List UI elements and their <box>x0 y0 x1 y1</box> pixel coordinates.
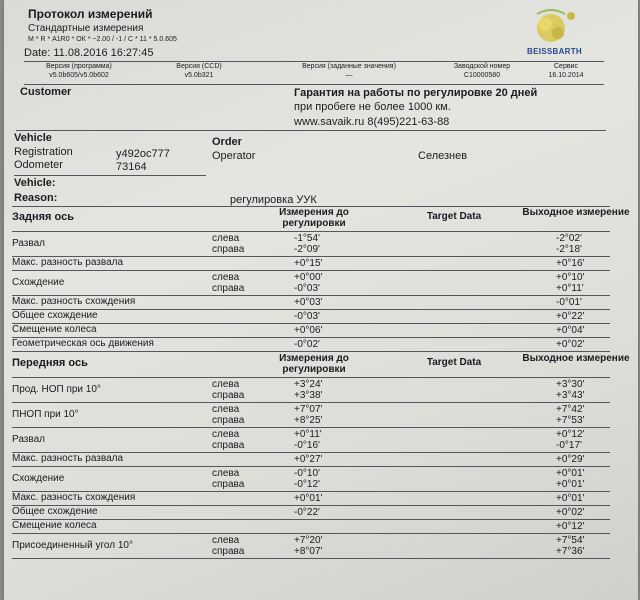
measurement-label: Прод. НОП при 10° <box>12 383 101 395</box>
before-value: +0°11' <box>294 429 322 440</box>
measurement-label: Макс. разность схождения <box>12 492 136 503</box>
section-divider <box>12 377 610 378</box>
before-value: -0°02' <box>294 339 320 350</box>
after-value: +0°01' <box>556 479 585 490</box>
side-label: слева <box>212 468 240 479</box>
before-value: -0°03' <box>294 283 320 294</box>
after-value: +0°01' <box>556 468 585 479</box>
version-label: Заводской номер <box>453 63 511 70</box>
measurement-protocol-page <box>4 0 638 600</box>
vehicle2-label: Vehicle: <box>14 177 56 189</box>
version-value: v5.0b321 <box>184 72 214 79</box>
after-value: -2°02' <box>556 233 582 244</box>
page-subtitle: Стандартные измерения <box>28 23 144 34</box>
measurement-label: Смещение колеса <box>12 520 97 531</box>
measurement-label: Схождение <box>12 472 65 484</box>
measurement-label: Общее схождение <box>12 310 98 321</box>
side-label: слева <box>212 233 240 244</box>
after-value: +3°43' <box>556 390 585 401</box>
before-value: -0°16' <box>294 440 320 451</box>
after-value: -0°01' <box>556 297 582 308</box>
side-label: слева <box>212 272 240 283</box>
order-label: Order <box>212 136 242 148</box>
measurement-label: Общее схождение <box>12 506 98 517</box>
column-target-header: Target Data <box>426 357 482 368</box>
before-value: +0°06' <box>294 325 323 336</box>
mileage-text: при пробеге не более 1000 км. <box>294 101 451 113</box>
before-value: -1°54' <box>294 233 320 244</box>
registration-value: у492ос777 <box>116 148 170 160</box>
row-divider <box>12 466 610 467</box>
before-value: +8°25' <box>294 415 323 426</box>
measurement-label: Схождение <box>12 276 65 288</box>
after-value: +0°01' <box>556 493 585 504</box>
measurement-label: Макс. разность развала <box>12 257 124 268</box>
before-value: +0°15' <box>294 258 323 269</box>
guarantee-text: Гарантия на работы по регулировке 20 дней <box>294 87 538 99</box>
page-title: Протокол измерений <box>28 7 153 21</box>
row-divider <box>12 519 610 520</box>
front-axle-title: Передняя ось <box>12 357 88 369</box>
contact-text: www.savaik.ru 8(495)221-63-88 <box>294 116 450 128</box>
before-value: -2°09' <box>294 244 320 255</box>
odometer-label: Odometer <box>14 159 63 171</box>
before-value: +0°00' <box>294 272 323 283</box>
after-value: -2°18' <box>556 244 582 255</box>
after-value: +7°36' <box>556 546 585 557</box>
side-label: справа <box>212 415 245 426</box>
version-value: v5.0b605/v5.0b602 <box>49 72 109 79</box>
after-value: +0°16' <box>556 258 585 269</box>
before-value: +7°20' <box>294 535 323 546</box>
after-value: +3°30' <box>556 379 585 390</box>
registration-label: Registration <box>14 146 73 158</box>
version-value: — <box>345 72 353 79</box>
version-label: Версия (CCD) <box>176 63 222 70</box>
version-label: Сервис <box>554 63 578 70</box>
measurement-label: Присоединенный угол 10° <box>12 539 133 551</box>
column-target-header: Target Data <box>426 211 482 222</box>
row-divider <box>12 402 610 403</box>
reason-label: Reason: <box>14 192 58 204</box>
after-value: +0°12' <box>556 429 585 440</box>
after-value: +7°42' <box>556 404 585 415</box>
column-before-header: Измерения до регулировки <box>279 353 349 375</box>
reason-value: регулировка УУК <box>230 194 317 206</box>
version-label: Версия (программа) <box>46 63 112 70</box>
beissbarth-logo <box>519 6 589 61</box>
row-divider <box>12 558 610 559</box>
side-label: справа <box>212 440 245 451</box>
column-before-header: Измерения до регулировки <box>279 207 349 229</box>
row-divider <box>12 427 610 428</box>
before-value: +0°01' <box>294 493 323 504</box>
section-divider <box>12 231 610 232</box>
version-label: Версия (заданные значения) <box>302 63 396 70</box>
after-value: +0°22' <box>556 311 585 322</box>
date-line: Date: 11.08.2016 16:27:45 <box>24 47 154 59</box>
before-value: -0°10' <box>294 468 320 479</box>
after-value: -0°17' <box>556 440 582 451</box>
logo-text: BEISSBARTH <box>527 47 583 56</box>
version-value: 16.10.2014 <box>548 72 584 79</box>
measurement-label: Макс. разность схождения <box>12 296 136 307</box>
row-divider <box>12 505 610 506</box>
rear-axle-title: Задняя ось <box>12 211 74 223</box>
side-label: слева <box>212 404 240 415</box>
after-value: +0°10' <box>556 272 585 283</box>
measurement-label: Развал <box>12 433 45 445</box>
after-value: +0°11' <box>556 283 584 294</box>
after-value: +0°02' <box>556 339 585 350</box>
before-value: +0°27' <box>294 454 323 465</box>
measurement-label: Смещение колеса <box>12 324 97 335</box>
after-value: +7°53' <box>556 415 585 426</box>
measurement-label: Макс. разность развала <box>12 453 124 464</box>
before-value: -0°22' <box>294 507 320 518</box>
measurement-label: Геометрическая ось движения <box>12 338 154 349</box>
side-label: справа <box>212 283 245 294</box>
operator-label: Operator <box>212 150 256 162</box>
measurement-label: Развал <box>12 237 45 249</box>
after-value: +0°02' <box>556 507 585 518</box>
measurement-label: ПНОП при 10° <box>12 408 79 420</box>
after-value: +0°04' <box>556 325 585 336</box>
after-value: +0°12' <box>556 521 585 532</box>
side-label: слева <box>212 379 240 390</box>
customer-label: Customer <box>20 86 72 98</box>
row-divider <box>12 309 610 310</box>
before-value: +3°24' <box>294 379 323 390</box>
before-value: +0°03' <box>294 297 323 308</box>
row-divider <box>12 270 610 271</box>
before-value: -0°12' <box>294 479 320 490</box>
odometer-value: 73164 <box>116 161 147 173</box>
side-label: справа <box>212 546 245 557</box>
side-label: справа <box>212 244 245 255</box>
version-value: C10000580 <box>463 72 501 79</box>
column-after-header: Выходное измерение <box>522 353 630 364</box>
before-value: -0°03' <box>294 311 320 322</box>
side-label: слева <box>212 535 240 546</box>
column-after-header: Выходное измерение <box>522 207 630 218</box>
before-value: +3°38' <box>294 390 323 401</box>
after-value: +0°29' <box>556 454 585 465</box>
side-label: слева <box>212 429 240 440</box>
side-label: справа <box>212 390 245 401</box>
before-value: +8°07' <box>294 546 323 557</box>
row-divider <box>12 351 610 352</box>
side-label: справа <box>212 479 245 490</box>
code-line: М * R * А1R0 * ОК * ~2.00 / -1 / С * 11 * 5.0.605 <box>28 36 177 43</box>
after-value: +7°54' <box>556 535 585 546</box>
row-divider <box>12 323 610 324</box>
vehicle-label: Vehicle <box>14 132 52 144</box>
operator-value: Селезнев <box>418 150 468 162</box>
row-divider <box>12 533 610 534</box>
before-value: +7°07' <box>294 404 323 415</box>
